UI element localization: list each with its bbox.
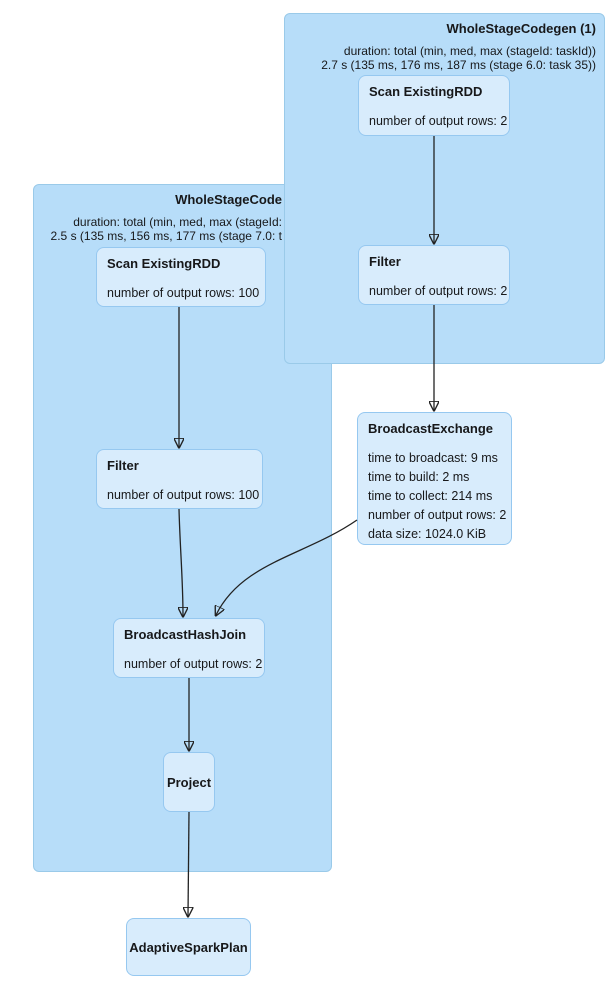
node-title: Scan ExistingRDD xyxy=(107,256,221,271)
node-scan-existingrdd-2[interactable] xyxy=(96,247,266,307)
node-adaptive-spark-plan[interactable] xyxy=(126,918,251,976)
cluster-title: WholeStageCodegen (1) xyxy=(446,21,596,36)
cluster-duration xyxy=(51,216,282,243)
node-metric: number of output rows: 2 xyxy=(369,114,508,128)
node-title: Filter xyxy=(369,254,401,269)
node-title: AdaptiveSparkPlan xyxy=(129,939,248,955)
node-broadcast-exchange[interactable] xyxy=(357,412,512,545)
node-filter-2[interactable] xyxy=(96,449,263,509)
duration-label-line: duration: total (min, med, max (stageId: xyxy=(73,215,282,229)
cluster-duration xyxy=(321,45,596,72)
node-metric: number of output rows: 100 xyxy=(107,488,260,502)
node-metric: data size: 1024.0 KiB xyxy=(368,527,487,541)
node-title: BroadcastHashJoin xyxy=(124,627,247,642)
cluster-label xyxy=(321,21,596,72)
node-title: Scan ExistingRDD xyxy=(369,84,483,99)
node-title: Project xyxy=(166,774,212,790)
node-broadcast-hash-join[interactable] xyxy=(113,618,265,678)
node-metric: time to collect: 214 ms xyxy=(368,489,493,503)
node-metric: number of output rows: 2 xyxy=(368,508,507,522)
node-metric: number of output rows: 2 xyxy=(369,284,508,298)
node-metric: time to build: 2 ms xyxy=(368,470,470,484)
node-scan-existingrdd-1[interactable] xyxy=(358,75,510,136)
duration-value-line: 2.7 s (135 ms, 176 ms, 187 ms (stage 6.0: task 35)) xyxy=(321,57,596,72)
cluster-label xyxy=(51,192,282,243)
node-project[interactable] xyxy=(163,752,215,812)
node-title: BroadcastExchange xyxy=(368,421,493,436)
node-metric: number of output rows: 100 xyxy=(107,286,260,300)
node-filter-1[interactable] xyxy=(358,245,510,305)
node-title: Filter xyxy=(107,458,139,473)
node-metric: time to broadcast: 9 ms xyxy=(368,451,498,465)
duration-value-line: 2.5 s (135 ms, 156 ms, 177 ms (stage 7.0: t xyxy=(50,228,282,243)
cluster-wholestagecodegen-1 xyxy=(284,13,605,364)
node-metric: number of output rows: 2 xyxy=(124,657,263,671)
duration-label-line: duration: total (min, med, max (stageId: taskId)) xyxy=(343,44,596,58)
cluster-title: WholeStageCode xyxy=(175,192,282,207)
